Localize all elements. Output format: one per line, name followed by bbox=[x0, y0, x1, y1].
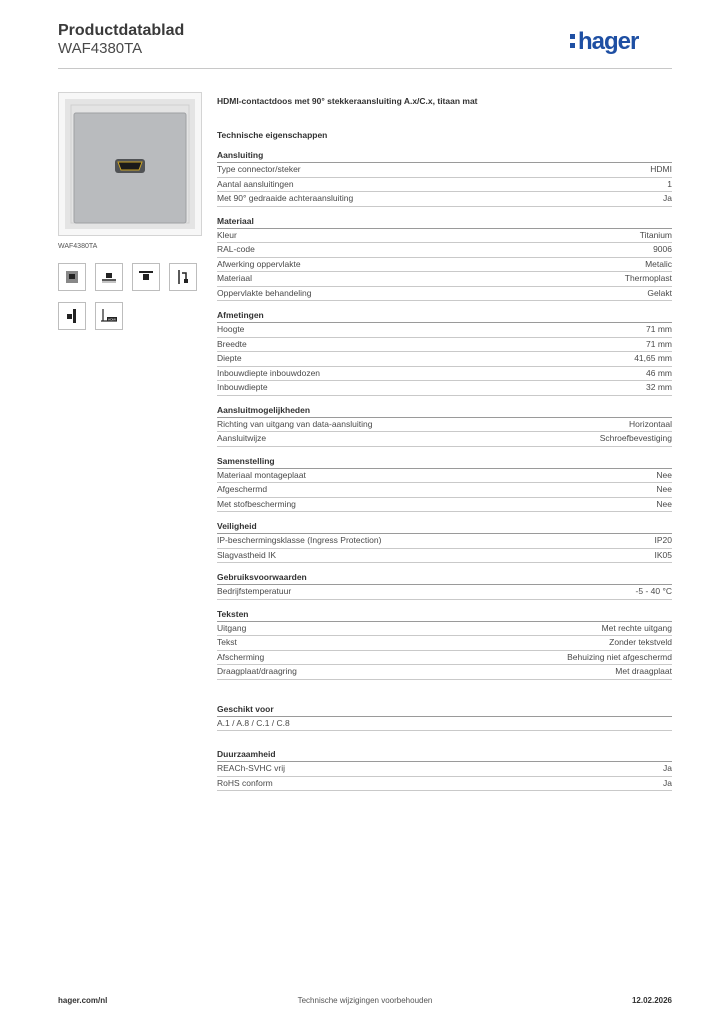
spec-value: Behuizing niet afgeschermd bbox=[567, 651, 672, 662]
spec-row bbox=[217, 178, 672, 193]
spec-row bbox=[217, 163, 672, 178]
suitable-value: A.1 / A.8 / C.1 / C.8 bbox=[217, 717, 672, 732]
spec-label: Slagvastheid IK bbox=[217, 549, 277, 560]
sustainability-section bbox=[217, 749, 672, 791]
spec-value: Nee bbox=[656, 469, 672, 480]
spec-value: 71 mm bbox=[646, 324, 672, 334]
product-description: HDMI-contactdoos met 90° stekkeraansluiting A.x/C.x, titaan mat bbox=[217, 96, 478, 106]
surface-mount-icon bbox=[95, 263, 123, 291]
spec-value: 1 bbox=[667, 178, 672, 189]
spec-value: Nee bbox=[656, 484, 672, 494]
footer-disclaimer: Technische wijzigingen voorbehouden bbox=[297, 996, 433, 1005]
spec-value: 71 mm bbox=[646, 338, 672, 349]
spec-row bbox=[217, 585, 672, 600]
spec-value: Nee bbox=[656, 498, 672, 509]
spec-row bbox=[217, 287, 672, 302]
spec-label: Met 90° gedraaide achteraansluiting bbox=[217, 193, 354, 203]
spec-row bbox=[217, 665, 672, 680]
spec-row bbox=[217, 243, 672, 258]
spec-row bbox=[217, 777, 672, 792]
section-title: Materiaal bbox=[217, 216, 672, 229]
spec-row bbox=[217, 622, 672, 637]
spec-value: Schroefbevestiging bbox=[599, 433, 672, 443]
spec-section bbox=[217, 572, 672, 600]
spec-label: Aantal aansluitingen bbox=[217, 178, 294, 189]
spec-row bbox=[217, 549, 672, 564]
spec-label: Kleur bbox=[217, 229, 237, 240]
svg-text:HDMI: HDMI bbox=[108, 317, 116, 322]
flush-mount-icon bbox=[58, 263, 86, 291]
section-title: Teksten bbox=[217, 609, 672, 622]
connection-icons-row bbox=[58, 302, 123, 330]
spec-label: Inbouwdiepte bbox=[217, 382, 268, 392]
document-title: Productdatablad bbox=[58, 22, 185, 39]
spec-row bbox=[217, 192, 672, 207]
spec-label: Uitgang bbox=[217, 622, 247, 633]
image-caption: WAF4380TA bbox=[58, 243, 98, 250]
technical-properties-heading: Technische eigenschappen bbox=[217, 130, 328, 140]
spec-row bbox=[217, 367, 672, 382]
spec-label: REACh-SVHC vrij bbox=[217, 763, 286, 773]
section-title: Duurzaamheid bbox=[217, 749, 672, 762]
spec-row bbox=[217, 534, 672, 549]
spec-row bbox=[217, 352, 672, 367]
side-connector-icon bbox=[58, 302, 86, 330]
spec-section bbox=[217, 521, 672, 563]
spec-value: 32 mm bbox=[646, 382, 672, 392]
spec-value: 9006 bbox=[653, 244, 672, 254]
spec-label: Oppervlakte behandeling bbox=[217, 287, 312, 298]
spec-row bbox=[217, 469, 672, 484]
spec-value: HDMI bbox=[650, 164, 672, 174]
spec-label: Bedrijfstemperatuur bbox=[217, 586, 292, 596]
spec-value: Ja bbox=[663, 777, 672, 788]
spec-value: Met rechte uitgang bbox=[601, 622, 672, 633]
spec-label: Type connector/steker bbox=[217, 164, 301, 174]
spec-row bbox=[217, 498, 672, 513]
spec-value: IP20 bbox=[654, 535, 672, 545]
spec-value: Metalic bbox=[645, 258, 672, 269]
footer-date: 12.02.2026 bbox=[631, 996, 672, 1005]
spec-row bbox=[217, 483, 672, 498]
hager-logo bbox=[570, 26, 672, 56]
spec-row bbox=[217, 272, 672, 287]
spec-row bbox=[217, 338, 672, 353]
spec-value: Titanium bbox=[639, 229, 672, 240]
spec-value: Ja bbox=[663, 193, 672, 203]
spec-value: -5 - 40 °C bbox=[635, 586, 672, 596]
spec-value: Thermoplast bbox=[624, 273, 672, 283]
spec-row bbox=[217, 323, 672, 338]
section-title: Geschikt voor bbox=[217, 704, 672, 717]
spec-label: Inbouwdiepte inbouwdozen bbox=[217, 367, 321, 378]
spec-row bbox=[217, 258, 672, 273]
spec-label: RoHS conform bbox=[217, 777, 273, 788]
spec-label: Afwerking oppervlakte bbox=[217, 258, 301, 269]
section-title: Samenstelling bbox=[217, 456, 672, 469]
product-code: WAF4380TA bbox=[58, 40, 143, 57]
spec-label: Diepte bbox=[217, 353, 242, 363]
section-title: Veiligheid bbox=[217, 521, 672, 534]
spec-section bbox=[217, 216, 672, 302]
angled-connector-icon bbox=[169, 263, 197, 291]
spec-label: Aansluitwijze bbox=[217, 433, 267, 443]
spec-value: Ja bbox=[663, 763, 672, 773]
spec-label: Richting van uitgang van data-aansluiting bbox=[217, 418, 373, 429]
spec-label: Materiaal montageplaat bbox=[217, 469, 306, 480]
spec-label: Hoogte bbox=[217, 324, 245, 334]
spec-label: Draagplaat/draagring bbox=[217, 666, 297, 676]
specifications bbox=[217, 96, 672, 791]
spec-label: Tekst bbox=[217, 637, 237, 647]
section-title: Afmetingen bbox=[217, 310, 672, 323]
spec-value: Zonder tekstveld bbox=[609, 637, 672, 647]
spec-section bbox=[217, 310, 672, 396]
spec-value: Horizontaal bbox=[629, 418, 672, 429]
suitable-section bbox=[217, 704, 672, 732]
product-image bbox=[58, 92, 202, 236]
spec-row bbox=[217, 381, 672, 396]
spec-row bbox=[217, 651, 672, 666]
spec-label: Met stofbescherming bbox=[217, 498, 296, 509]
section-title: Aansluitmogelijkheden bbox=[217, 405, 672, 418]
hood-mount-icon bbox=[132, 263, 160, 291]
spec-section bbox=[217, 150, 672, 207]
spec-label: RAL-code bbox=[217, 244, 255, 254]
spec-label: IP-beschermingsklasse (Ingress Protection) bbox=[217, 535, 382, 545]
spec-row bbox=[217, 432, 672, 447]
section-title: Aansluiting bbox=[217, 150, 672, 163]
spec-label: Breedte bbox=[217, 338, 247, 349]
spec-label: Afscherming bbox=[217, 651, 265, 662]
spec-label: Materiaal bbox=[217, 273, 252, 283]
spec-row bbox=[217, 229, 672, 244]
spec-row bbox=[217, 762, 672, 777]
spec-row bbox=[217, 636, 672, 651]
mounting-icons-row bbox=[58, 263, 197, 291]
spec-value: IK05 bbox=[654, 549, 672, 560]
spec-value: 46 mm bbox=[646, 367, 672, 378]
spec-value: Gelakt bbox=[647, 287, 672, 298]
spec-section bbox=[217, 456, 672, 513]
spec-section bbox=[217, 609, 672, 680]
svg-text:hager: hager bbox=[578, 28, 639, 55]
spec-section bbox=[217, 405, 672, 447]
section-title: Gebruiksvoorwaarden bbox=[217, 572, 672, 585]
spec-row bbox=[217, 418, 672, 433]
hdmi-connection-icon bbox=[95, 302, 123, 330]
footer-website: hager.com/nl bbox=[58, 996, 108, 1005]
spec-value: Met draagplaat bbox=[615, 666, 672, 676]
header-divider bbox=[58, 68, 672, 69]
spec-sections bbox=[217, 150, 672, 680]
hdmi-socket-image bbox=[59, 93, 201, 235]
spec-value: 41,65 mm bbox=[634, 353, 672, 363]
spec-label: Afgeschermd bbox=[217, 484, 268, 494]
